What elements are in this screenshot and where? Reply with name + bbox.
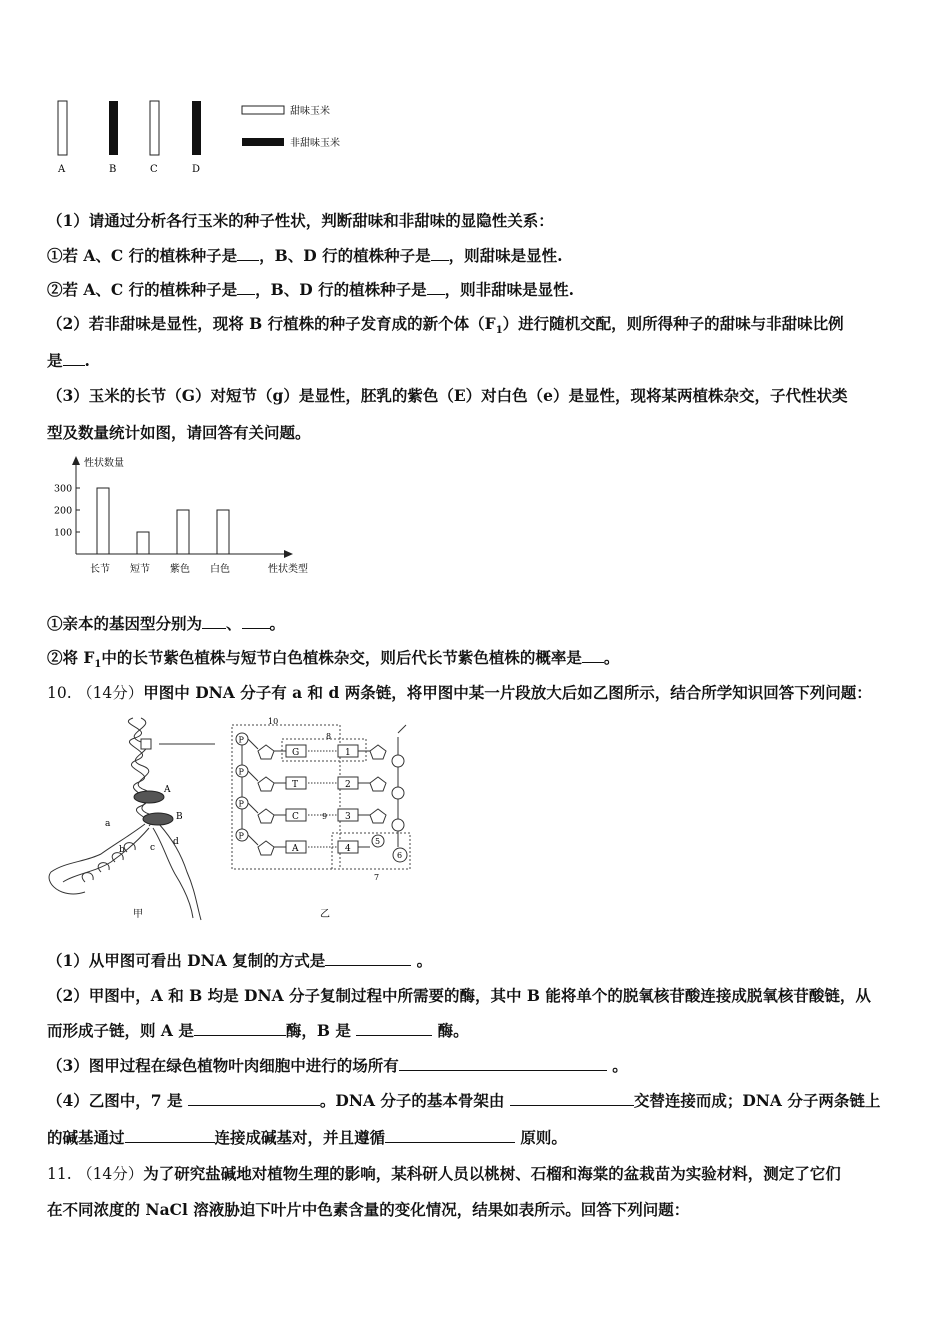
q9-part3-line2: 型及数量统计如图，请回答有关问题。 xyxy=(47,423,311,442)
bar-1 xyxy=(97,488,109,554)
mark-strand-a: a xyxy=(105,819,111,829)
row-label-d: D xyxy=(192,164,201,175)
q10-sub4-blank-3[interactable] xyxy=(125,1128,215,1143)
q10-sub2-blank-1[interactable] xyxy=(194,1021,286,1036)
q10-sub3-blank[interactable] xyxy=(399,1056,607,1071)
sugar-right-3 xyxy=(370,809,386,823)
phosphate-label-2: P xyxy=(238,767,244,777)
q9-part2-text-b: ）进行随机交配，则所得种子的甜味与非甜味比例 xyxy=(502,314,844,333)
row-c-bar xyxy=(150,101,159,155)
q10-sub4-blank-2[interactable] xyxy=(510,1091,634,1106)
q9-part1-case2-blank-2[interactable] xyxy=(427,280,445,295)
q9-part3-line1: （3）玉米的长节（G）对短节（g）是显性，胚乳的紫色（E）对白色（e）是显性，现将某两植株杂交，子代性状类 xyxy=(47,386,848,405)
sugar-left-1 xyxy=(258,745,274,759)
sugar-right-2 xyxy=(370,777,386,791)
q9-part2-line1 xyxy=(47,314,844,341)
mark-10: 10 xyxy=(268,717,279,726)
q9-part2-line2-text-b: . xyxy=(84,351,90,370)
y-tick-label-100: 100 xyxy=(54,527,73,539)
q9-part3-case1-text-c: 。 xyxy=(269,614,286,633)
mark-strand-d: d xyxy=(173,837,179,847)
q11-number: 11. xyxy=(47,1165,72,1183)
enzyme-a-ellipse xyxy=(134,791,164,803)
q10-sub1-text-b: 。 xyxy=(411,951,433,970)
q9-part3-case2-subscript: 1 xyxy=(94,659,102,671)
phosphate-label-3: P xyxy=(238,799,244,809)
q9-part1-title: （1）请通过分析各行玉米的种子性状，判断甜味和非甜味的显隐性关系： xyxy=(47,211,554,230)
q9-part1-case1-blank-2[interactable] xyxy=(431,246,449,261)
mark-6: 6 xyxy=(397,851,403,860)
mark-a-enzyme: A xyxy=(164,785,171,795)
base-left-label-3: C xyxy=(292,812,299,822)
base-right-label-4: 4 xyxy=(345,844,351,854)
bar-3 xyxy=(177,510,189,554)
row-b-bar xyxy=(109,101,118,155)
q10-sub2-line2 xyxy=(47,1021,469,1041)
row-label-a: A xyxy=(58,164,66,175)
phosphate-right-3 xyxy=(392,819,404,831)
enzyme-b-ellipse xyxy=(143,813,173,825)
q9-part2-subscript: 1 xyxy=(495,325,503,337)
q9-part2-text-a: （2）若非甜味是显性，现将 B 行植株的种子发育成的新个体（F xyxy=(47,314,496,333)
q9-part3-case1 xyxy=(47,614,285,634)
mark-8: 8 xyxy=(326,732,332,741)
q9-part3-case2-text-a: ②将 F xyxy=(47,648,95,667)
mark-strand-b: b xyxy=(119,845,125,855)
base-right-label-2: 2 xyxy=(345,780,351,790)
p-sugar-link-4 xyxy=(248,835,258,845)
x-tick-label-1: 长节 xyxy=(90,564,110,575)
q9-part1-case2 xyxy=(47,280,574,300)
legend-sweet-swatch xyxy=(242,106,284,114)
q10-sub3-text-a: （3）图甲过程在绿色植物叶肉细胞中进行的场所有 xyxy=(47,1056,399,1075)
q9-part3-case1-text-b: 、 xyxy=(226,614,242,633)
dna-left-strand-2 xyxy=(63,828,149,882)
chart-y-axis-arrow xyxy=(72,456,80,465)
q10-sub4-blank-1[interactable] xyxy=(188,1091,320,1106)
y-tick-label-300: 300 xyxy=(54,483,73,495)
x-tick-label-4: 白色 xyxy=(210,564,230,575)
p-sugar-link-2 xyxy=(248,771,258,781)
bar-4 xyxy=(217,510,229,554)
q9-part1-case1-blank-1[interactable] xyxy=(237,246,259,261)
q9-part1-case2-text-a: ②若 A、C 行的植株种子是 xyxy=(47,280,238,299)
fig-jia-label: 甲 xyxy=(133,909,143,920)
q9-part3-case2-text-b: 中的长节紫色植株与短节白色植株杂交，则后代长节紫色植株的概率是 xyxy=(101,648,582,667)
row-label-c: C xyxy=(150,164,158,175)
dna-right-strand-2 xyxy=(159,824,201,920)
q10-sub4-text-a: （4）乙图中，7 是 xyxy=(47,1091,188,1110)
x-tick-label-3: 紫色 xyxy=(170,564,190,575)
q9-part3-case2-text-c: 。 xyxy=(603,648,620,667)
q11-line1-text: 为了研究盐碱地对植物生理的影响，某科研人员以桃树、石榴和海棠的盆栽苗为实验材料，测定了它们 xyxy=(143,1164,841,1183)
q11-line1 xyxy=(47,1164,841,1184)
phosphate-right-2 xyxy=(392,787,404,799)
q10-sub2-text-a: 而形成子链，则 A 是 xyxy=(47,1021,194,1040)
q9-part3-case1-blank-1[interactable] xyxy=(202,614,226,629)
sugar-left-3 xyxy=(258,809,274,823)
x-tick-label-2: 短节 xyxy=(130,564,150,575)
dna-structure-figure-yi xyxy=(228,715,428,925)
phosphate-right-1 xyxy=(392,755,404,767)
q9-part2-blank[interactable] xyxy=(63,351,85,366)
q10-sub4-line1 xyxy=(47,1091,880,1111)
bar-2 xyxy=(137,532,149,554)
q10-sub2-blank-2[interactable] xyxy=(356,1021,432,1036)
q10-number: 10. xyxy=(47,684,72,702)
q10-sub2-text-c: 酶。 xyxy=(432,1021,469,1040)
chart-marks xyxy=(54,484,230,576)
q9-part3-case1-blank-2[interactable] xyxy=(242,614,270,629)
q9-part2-line2-text-a: 是 xyxy=(47,351,63,370)
q9-part3-case2-blank[interactable] xyxy=(582,648,604,663)
q9-part1-case1-text-b: ，B、D 行的植株种子是 xyxy=(259,246,431,265)
q9-part1-case2-blank-1[interactable] xyxy=(237,280,255,295)
q10-sub1 xyxy=(47,951,432,971)
q9-part1-case2-text-b: ，B、D 行的植株种子是 xyxy=(255,280,427,299)
q10-sub1-blank[interactable] xyxy=(325,951,411,966)
dna-replication-figure-jia xyxy=(45,712,235,924)
base-left-label-2: T xyxy=(292,780,299,790)
q10-sub3 xyxy=(47,1056,628,1076)
base-right-label-3: 3 xyxy=(345,812,351,822)
chart-y-label: 性状数量 xyxy=(84,458,124,469)
y-tick-label-200: 200 xyxy=(54,505,73,517)
row-a-bar xyxy=(58,101,67,155)
q10-sub4-line2 xyxy=(47,1128,567,1148)
dna-left-strand xyxy=(49,824,145,894)
row-label-b: B xyxy=(109,164,117,175)
q9-part2-line2 xyxy=(47,351,90,371)
p-sugar-link-3 xyxy=(248,803,258,813)
q9-part1-case1 xyxy=(47,246,563,266)
dna-top-coil xyxy=(128,718,150,826)
q9-part3-case1-text-a: ①亲本的基因型分别为 xyxy=(47,614,203,633)
q10-sub4-text-c: 交替连接而成；DNA 分子两条链上 xyxy=(633,1091,881,1110)
sugar-right-1 xyxy=(370,745,386,759)
q10-sub2-line1: （2）甲图中，A 和 B 均是 DNA 分子复制过程中所需要的酶，其中 B 能将单个的脱氧核苷酸连接成脱氧核苷酸链，从 xyxy=(47,986,871,1005)
q9-part1-case2-text-c: ，则非甜味是显性. xyxy=(444,280,575,299)
legend-nonsweet-swatch xyxy=(242,138,284,146)
chart-x-axis-arrow xyxy=(284,550,293,558)
mark-7: 7 xyxy=(374,873,380,882)
mark-b-enzyme: B xyxy=(176,812,183,822)
q10-sub4-text-f: 原则。 xyxy=(515,1128,567,1147)
q11-score: （14分） xyxy=(77,1165,144,1183)
q10-sub4-text-b: 。DNA 分子的基本骨架由 xyxy=(319,1091,510,1110)
mark-strand-c: c xyxy=(150,843,156,853)
fig-yi-label: 乙 xyxy=(320,909,330,920)
q10-intro-text: 甲图中 DNA 分子有 a 和 d 两条链，将甲图中某一片段放大后如乙图所示，结合所学知识回答下列问题： xyxy=(143,683,872,702)
sugar-left-2 xyxy=(258,777,274,791)
q10-sub4-text-e: 连接成碱基对，并且遵循 xyxy=(214,1128,386,1147)
q10-score: （14分） xyxy=(77,684,144,702)
legend-nonsweet-label: 非甜味玉米 xyxy=(290,138,340,149)
mark-5: 5 xyxy=(375,837,381,846)
p-sugar-link-1 xyxy=(248,739,258,749)
q11-line2: 在不同浓度的 NaCl 溶液胁迫下叶片中色素含量的变化情况，结果如表所示。回答下列问题： xyxy=(47,1200,690,1219)
q10-sub3-text-b: 。 xyxy=(606,1056,628,1075)
mark-9: 9 xyxy=(322,812,328,821)
dna-magnify-box xyxy=(141,739,151,749)
base-left-label-4: A xyxy=(292,844,299,854)
q10-intro xyxy=(47,683,872,703)
trait-count-bar-chart xyxy=(50,453,330,581)
q9-part1-case1-text-c: ，则甜味是显性. xyxy=(448,246,563,265)
q9-part3-case2 xyxy=(47,648,619,675)
chart-x-label: 性状类型 xyxy=(268,564,308,575)
q10-sub1-text-a: （1）从甲图可看出 DNA 复制的方式是 xyxy=(47,951,326,970)
row-d-bar xyxy=(192,101,201,155)
end-link xyxy=(398,725,406,733)
corn-rows-figure xyxy=(50,95,360,180)
phosphate-label-4: P xyxy=(238,831,244,841)
base-right-label-1: 1 xyxy=(345,748,351,758)
base-left-label-1: G xyxy=(292,748,300,758)
legend-sweet-label: 甜味玉米 xyxy=(290,106,330,117)
phosphate-label-1: P xyxy=(238,735,244,745)
q10-sub4-text-d: 的碱基通过 xyxy=(47,1128,125,1147)
q9-part1-case1-text-a: ①若 A、C 行的植株种子是 xyxy=(47,246,238,265)
q10-sub4-blank-4[interactable] xyxy=(385,1128,515,1143)
q10-sub2-text-b: 酶，B 是 xyxy=(285,1021,357,1040)
sugar-left-4 xyxy=(258,841,274,855)
